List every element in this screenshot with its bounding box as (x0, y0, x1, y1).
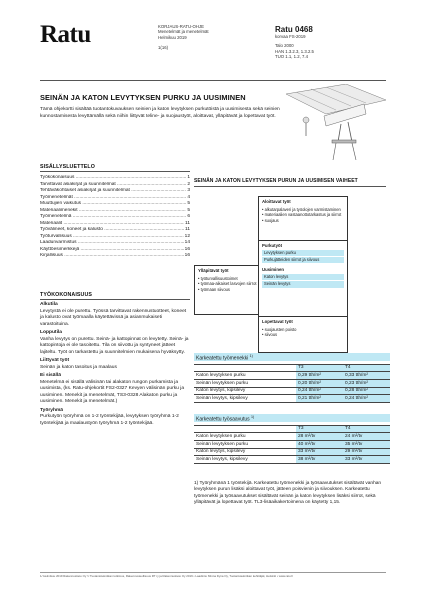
table-header-cell: T4 (343, 425, 390, 433)
toc-item-label: Materiaalit ..... (40, 221, 184, 228)
table1-note: 1) (249, 354, 253, 358)
toc-item-page: 1 (187, 175, 190, 180)
table-cell: 0,20 tth/m² (296, 379, 343, 387)
table-header-cell (194, 364, 296, 372)
toc-item-page: 16 (184, 246, 190, 252)
toc-item-page: 16 (184, 253, 190, 258)
toc-item-label: Työmenetelmät ..... (40, 195, 186, 202)
table-cell: Seinän levytyksen purku (194, 440, 296, 448)
doc-date: korvaa FS-2019 (275, 34, 306, 39)
diagram-rule (194, 186, 386, 187)
work-text: Menetelmä ei sisällä välisinän tai alakaton rungon purkamista ja uusimista, (ks. Ratu-ohjekortit FS2-0327 Kevyen välisinän purku ja uusiminen. Menekit ja menetelmät, TS3-0328 Alakaton purku ja uusiminen. Menekit ja menetelmät.) (40, 379, 185, 404)
phases-box (258, 240, 348, 317)
ratu-logo: Ratu (40, 21, 91, 48)
toc-item[interactable] (40, 253, 190, 260)
start-box (258, 196, 348, 242)
table1 (194, 353, 390, 403)
end-box (258, 316, 348, 353)
work-heading: TYÖKOKONAISUUS (40, 292, 93, 298)
toc-item-page: 11 (185, 220, 190, 226)
toc-list (40, 175, 190, 260)
intro-text: Tämä ohjekortti sisältää tuotantokuvauksen seinien ja katon levytyksen purkutöistä ja uusimisesta sekä seinien kunnostamisesta levyttämällä sekä niihin liittyvät teline- ja suojaustyöt, aloittavat, ylläpitävät ja lopettavat työt. (40, 107, 280, 119)
table1-grid (194, 364, 390, 403)
phase-list (262, 243, 344, 288)
table-header-cell: T3 (296, 364, 343, 372)
table-cell: Katon levytys, kipsilevy (194, 387, 296, 395)
table-cell: 0,28 tth/m² (343, 387, 390, 395)
page-code: 1(16) (158, 45, 169, 51)
toc-item-label: Työmenetelmä ..... (40, 214, 186, 221)
toc-item-label: Materiaalimenekit ..... (40, 208, 186, 215)
table-cell: 40 m²/tv (296, 440, 343, 448)
end-box-items (262, 327, 344, 338)
toc-item-page: 14 (184, 240, 190, 245)
work-text: Purkutyön työryhmä on 1-2 työntekijää, levytyksen työryhmä 1-2 työntekijää ja maalaustyön työryhmä 1-2 työntekijää. (40, 414, 179, 426)
toc-item-page: 5 (187, 201, 190, 206)
work-rule (40, 299, 190, 300)
meta-line: KORJAUS-RATU-OHJE (158, 24, 204, 29)
table-cell: Katon levytyksen purku (194, 372, 296, 380)
toc-item-page: 5 (187, 207, 190, 213)
phase-bar: Levytyksen purku (262, 250, 344, 256)
table-header-cell: T4 (343, 364, 390, 372)
table-row (194, 440, 390, 448)
table-cell: 38 m²/tv (296, 456, 343, 464)
table2-note: 1) (251, 415, 255, 419)
box-list-item: • alkutarpalaveri ja työolojen varmistaminen (262, 207, 344, 213)
table-header-row (194, 425, 390, 433)
table-cell: 33 m²/tv (343, 456, 390, 464)
doc-id: Ratu 0468 (275, 25, 313, 34)
table-row (194, 456, 390, 464)
toc-item-label: Laadunvarmistus ..... (40, 240, 184, 247)
start-box-title: Aloittavat työt (262, 199, 291, 204)
toc-item-page: 6 (187, 214, 190, 219)
box-list-item: • työmaan siivous (198, 287, 258, 293)
table-cell: 29 m²/tv (343, 448, 390, 456)
toc-item-label: Työturvallisuus ..... (40, 234, 184, 241)
table-cell: Seinän levytys, kipsilevy (194, 456, 296, 464)
table-cell: 0,23 tth/m² (343, 379, 390, 387)
table-header-cell: T3 (296, 425, 343, 433)
toc-heading: SISÄLLYSLUETTELO (40, 164, 95, 170)
work-subheading: Työryhmä (40, 407, 64, 413)
end-box-title: Lopettavat työt (262, 319, 293, 324)
ceiling-illustration (286, 84, 386, 160)
table-cell: 0,33 tth/m² (343, 372, 390, 380)
table-cell: 33 m²/tv (296, 448, 343, 456)
box-list-item: • suojaus (262, 218, 344, 224)
work-text: Vanha levytys on purettu. Seinä- ja kattopinnat on levytetty. Seinä- ja kattopintoja ei ole tasoitettu. Tila on siivottu ja syntyneet jätteet lajiteltu. Työt on tarkastettu ja suunnitelmien mukaisena hyväksytty. (40, 336, 189, 355)
table-row (194, 448, 390, 456)
table2-title-text: Karkeatettu työsaavutus (196, 416, 250, 423)
page-title: SEINÄN JA KATON LEVYTYKSEN PURKU JA UUSIMINEN (40, 93, 246, 102)
header-rule (40, 80, 386, 81)
table-cell: Seinän levytys, kipsilevy (194, 395, 296, 403)
toc-item-page: 2 (187, 181, 190, 187)
table2-title (194, 414, 390, 422)
box-list-item: • siivous (262, 332, 344, 338)
work-section (40, 292, 190, 427)
work-subheading: Ei sisällä (40, 373, 61, 378)
box-list-item: • työmaa-aikaiset lasvojen siirrot (198, 281, 258, 287)
work-subheading: Alkutila (40, 302, 58, 307)
meta-line: Menetelmät ja menetelmät (158, 29, 209, 35)
table-cell: 0,29 tth/m² (296, 372, 343, 380)
doc-id-block (275, 25, 314, 60)
footer-text: 1/ Helmikuu 2019 Rakennustieto Oy © Tuotantotekniikan tutkimus, Rakennusteollisuus RT ry ja Rakennustieto Oy 2019 • Laadinta: Minna Dyna Oy, Tuotantotekniikan kehittäjät, Helsinki • www.ratu.fi (40, 575, 293, 578)
phase-bar: Seinän levytys (262, 281, 344, 287)
table-cell: Katon levytys, kipsilevy (194, 448, 296, 456)
toc-item-label: Tehtäväkohtaiset asiakirjat ja suunnitelmat ..... (40, 188, 186, 195)
table-row (194, 387, 390, 395)
table-cell: Katon levytyksen purku (194, 433, 296, 441)
table-row (194, 379, 390, 387)
toc (40, 164, 190, 260)
class-code: TUO 1.1, 1.2, 7.4 (275, 54, 308, 60)
work-text: Levytystä ei ole purettu. Työssä tarvittavat rakennustuotteet, koneet ja kalusto ovat työmaalla käytettävissä ja asianmukaiseti varastoituina. (40, 308, 187, 327)
toc-item-label: Käyttöesimerkkejä ..... (40, 247, 184, 254)
toc-rule (40, 171, 190, 172)
maint-box (194, 265, 262, 315)
table1-title (194, 353, 390, 361)
table1-title-text: Karkeatettu työmenekki (196, 355, 249, 362)
table2 (194, 414, 390, 464)
table2-grid (194, 425, 390, 464)
phase-bar: Katon levytys (262, 274, 344, 280)
table-cell: 0,21 tth/m² (296, 395, 343, 403)
maint-box-title: Ylläpitävät työt (198, 268, 229, 273)
table-row (194, 433, 390, 441)
toc-item-label: Työkokonaisuus ..... (40, 175, 186, 182)
maint-box-items (198, 276, 258, 293)
toc-item-label: Muuttujien vaikutus ..... (40, 201, 186, 208)
work-subheading: Lopputila (40, 330, 63, 335)
table-header-cell (194, 425, 296, 433)
table-cell: 0,24 tth/m² (343, 395, 390, 403)
phase-title: Uusiminen (262, 267, 284, 273)
table-cell: 28 m²/tv (296, 433, 343, 441)
phase-title: Purkutyöt (262, 243, 283, 248)
header-meta (158, 24, 209, 51)
sub-code: Talo 2000 (275, 43, 294, 49)
phase-bar: Purkujätteiden siirrot ja siivous (262, 257, 344, 263)
toc-item-label: Tarvittavat asiakirjat ja suunnitelmat ..... (40, 182, 186, 189)
start-box-items (262, 207, 344, 224)
footer-rule (40, 572, 386, 573)
toc-item-label: Työvälineet, koneet ja kalusto ..... (40, 227, 184, 234)
table-cell: 24 m²/tv (343, 433, 390, 441)
box-list-item: • materiaalien vastaanottotarkastus ja siirrot (262, 212, 344, 218)
table-header-row (194, 364, 390, 372)
toc-item-label: Kirjallisuus ..... (40, 253, 184, 260)
table-row (194, 372, 390, 380)
work-subheading: Liittyvät työt (40, 358, 70, 363)
table-cell: Seinän levytyksen purku (194, 379, 296, 387)
table-cell: 35 m²/tv (343, 440, 390, 448)
work-text: Seinän ja katon tasoitus ja maalaus (40, 364, 117, 370)
footnote: 1) Työryhmänä 1 työntekijä. Karkeatettu työmenekki ja työsaavutukset sisältävät vanhan levytyksen purun lisäksi aloittavat työt, jätteen poisvienin ja siivouksen. Karkeatettu työmenekki ja työsaavutukset sisältävät seinän ja katon levytyksen lisäksi siirrot, sekä ylläpitävät ja lopettavat työt. TL3-lisäaikakertoimena on käytetty 1,15. (194, 481, 382, 505)
toc-item-page: 4 (187, 194, 190, 200)
toc-item-page: 3 (187, 188, 190, 193)
class-code: HAN 1.3.2.3, 1.3.2.5 (275, 48, 314, 54)
work-list (40, 302, 190, 427)
toc-item-page: 11 (185, 227, 190, 232)
box-list-item: • suojausten poisto (262, 327, 344, 333)
toc-item-page: 12 (184, 233, 190, 239)
table-cell: 0,24 tth/m² (296, 387, 343, 395)
box-list-item: • työturvallisuustoimet (198, 276, 258, 282)
meta-line: Helmikuu 2019 (158, 34, 187, 40)
table-row (194, 395, 390, 403)
diagram-heading: SEINÄN JA KATON LEVYTYKSEN PURUN JA UUSIMISEN VAIHEET (194, 178, 358, 184)
